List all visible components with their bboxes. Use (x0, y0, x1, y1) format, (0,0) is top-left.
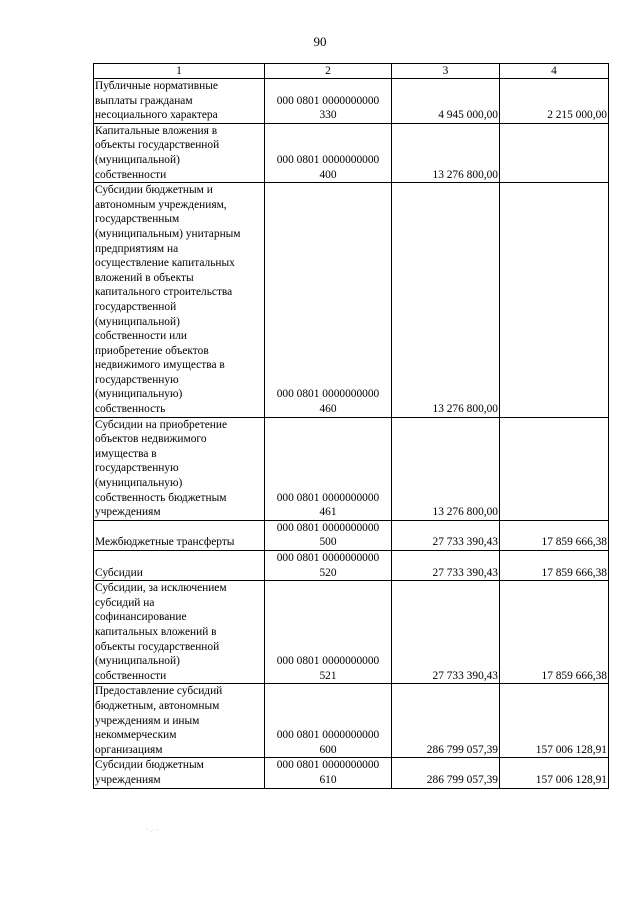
table-row (94, 183, 609, 418)
row-amount-col4 (500, 417, 609, 520)
budget-table (93, 63, 609, 789)
row-amount-col3: 4 945 000,00 (392, 79, 500, 124)
row-amount-col3: 27 733 390,43 (392, 520, 500, 550)
column-header-4: 4 (500, 64, 609, 79)
row-code: 000 0801 0000000000 500 (265, 520, 392, 550)
table-header-row (94, 64, 609, 79)
column-header-2: 2 (265, 64, 392, 79)
row-amount-col4: 17 859 666,38 (500, 551, 609, 581)
row-amount-col3: 286 799 057,39 (392, 684, 500, 758)
row-amount-col4 (500, 123, 609, 182)
row-amount-col4: 157 006 128,91 (500, 684, 609, 758)
table-row (94, 417, 609, 520)
row-amount-col3: 13 276 800,00 (392, 183, 500, 418)
row-name: Субсидии бюджетным учреждениям (94, 758, 265, 788)
row-amount-col4: 17 859 666,38 (500, 581, 609, 684)
row-name: Субсидии бюджетным и автономным учреждениям, государственным (муниципальным) унитарным предприятиям на осуществление капитальных вложений в объекты капитального строительства государственной (муниципальной) собственности или приобретение объектов недвижимого имущества в государственную (муниципальную) собственность (94, 183, 265, 418)
row-code: 000 0801 0000000000 520 (265, 551, 392, 581)
row-amount-col4: 157 006 128,91 (500, 758, 609, 788)
row-amount-col3: 13 276 800,00 (392, 417, 500, 520)
row-code: 000 0801 0000000000 400 (265, 123, 392, 182)
row-name: Субсидии на приобретение объектов недвижимого имущества в государственную (муниципальную) собственность бюджетным учреждениям (94, 417, 265, 520)
column-header-1: 1 (94, 64, 265, 79)
row-amount-col3: 13 276 800,00 (392, 123, 500, 182)
row-amount-col3: 27 733 390,43 (392, 551, 500, 581)
row-code: 000 0801 0000000000 461 (265, 417, 392, 520)
table-row (94, 581, 609, 684)
row-code: 000 0801 0000000000 521 (265, 581, 392, 684)
row-amount-col3: 286 799 057,39 (392, 758, 500, 788)
scan-artifact: · .· · (146, 826, 159, 834)
row-amount-col4: 2 215 000,00 (500, 79, 609, 124)
column-header-3: 3 (392, 64, 500, 79)
row-name: Публичные нормативные выплаты гражданам несоциального характера (94, 79, 265, 124)
row-name: Предоставление субсидий бюджетным, автономным учреждениям и иным некоммерческим организациям (94, 684, 265, 758)
table-row (94, 79, 609, 124)
row-code: 000 0801 0000000000 610 (265, 758, 392, 788)
row-code: 000 0801 0000000000 600 (265, 684, 392, 758)
row-amount-col4: 17 859 666,38 (500, 520, 609, 550)
row-code: 000 0801 0000000000 460 (265, 183, 392, 418)
page-number: 90 (313, 34, 327, 49)
row-name: Капитальные вложения в объекты государственной (муниципальной) собственности (94, 123, 265, 182)
table-row (94, 551, 609, 581)
row-amount-col3: 27 733 390,43 (392, 581, 500, 684)
row-name: Субсидии, за исключением субсидий на софинансирование капитальных вложений в объекты государственной (муниципальной) собственности (94, 581, 265, 684)
table-row (94, 520, 609, 550)
row-name: Субсидии (94, 551, 265, 581)
row-code: 000 0801 0000000000 330 (265, 79, 392, 124)
table-row (94, 123, 609, 182)
row-amount-col4 (500, 183, 609, 418)
table-row (94, 684, 609, 758)
row-name: Межбюджетные трансферты (94, 520, 265, 550)
table-row (94, 758, 609, 788)
